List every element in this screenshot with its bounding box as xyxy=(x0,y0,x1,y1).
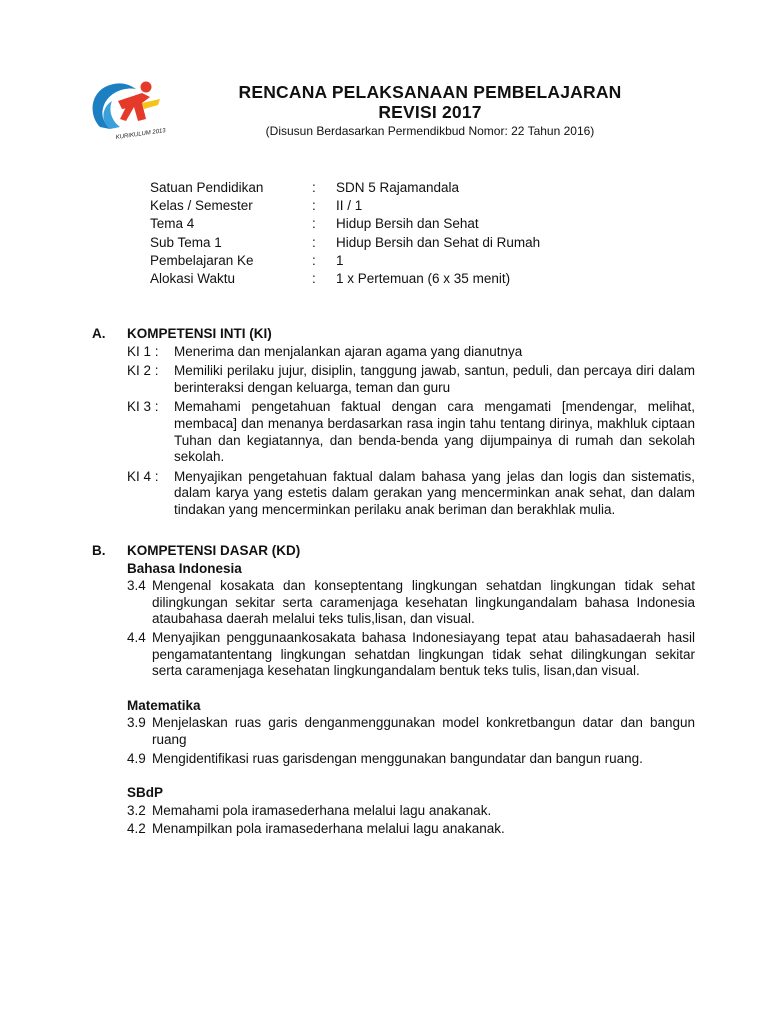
section-title: KOMPETENSI INTI (KI) xyxy=(127,326,272,341)
ki-text: Menyajikan pengetahuan faktual dalam bahasa yang jelas dan logis dan sistematis, dalam karya yang estetis dalam gerakan yang mencerminkan anak sehat, dan dalam tindakan yang mencerminkan perilaku anak beriman dan berakhlak mulia. xyxy=(174,468,695,517)
ki-code: KI 2 : xyxy=(127,363,159,379)
ki-item xyxy=(127,344,695,361)
kd-item xyxy=(127,578,695,628)
kd-item xyxy=(127,751,695,768)
kd-text: Menjelaskan ruas garis denganmenggunakan model konkretbangun datar dan bangun ruang xyxy=(152,715,695,747)
identity-label: Pembelajaran Ke xyxy=(150,252,254,268)
kd-number: 4.9 xyxy=(127,750,146,766)
document-revision: REVISI 2017 xyxy=(378,102,482,122)
ki-item xyxy=(127,363,695,396)
kd-text: Menyajikan penggunaankosakata bahasa Indonesiayang tepat atau bahasadaerah hasil pengamatantentang lingkungan sehatdan lingkungan tidak sehat dilingkungan sekitar serta caramenjaga kesehatan lingkungandalam bentuk teks tulis, lisan,dan visual. xyxy=(152,629,695,679)
identity-label: Tema 4 xyxy=(150,216,195,232)
identity-colon: : xyxy=(312,216,316,232)
section-letter: B. xyxy=(92,543,106,558)
kd-item xyxy=(127,821,695,838)
section-letter: A. xyxy=(92,326,106,341)
kd-number: 3.2 xyxy=(127,802,146,818)
identity-colon: : xyxy=(312,252,316,268)
subject-heading: Matematika xyxy=(127,697,201,713)
ki-text: Memahami pengetahuan faktual dengan cara mengamati [mendengar, melihat, membaca] dan menanya berdasarkan rasa ingin tahu tentang dirinya, makhluk ciptaan Tuhan dan kegiatannya, dan benda-benda yang dijumpainya di rumah dan sekolah sekolah. xyxy=(174,399,695,465)
identity-value: SDN 5 Rajamandala xyxy=(336,180,460,195)
identity-value: 1 x Pertemuan (6 x 35 menit) xyxy=(336,270,511,286)
ki-item xyxy=(127,469,695,519)
identity-label: Alokasi Waktu xyxy=(150,270,236,286)
ki-code: KI 3 : xyxy=(127,399,159,415)
ki-text: Menerima dan menjalankan ajaran agama yang dianutnya xyxy=(174,343,523,359)
identity-colon: : xyxy=(312,198,316,214)
identity-row xyxy=(150,252,540,270)
identity-row xyxy=(150,197,540,215)
subject-heading: Bahasa Indonesia xyxy=(127,560,242,576)
section-heading xyxy=(92,326,695,343)
ki-item xyxy=(127,399,695,465)
kd-item xyxy=(127,630,695,680)
identity-label: Satuan Pendidikan xyxy=(150,180,264,195)
document-subtitle: (Disusun Berdasarkan Permendikbud Nomor: 22 Tahun 2016) xyxy=(265,124,595,138)
identity-value: 1 xyxy=(336,252,344,268)
identity-colon: : xyxy=(312,270,316,286)
section-kompetensi-inti xyxy=(92,326,695,522)
kd-item xyxy=(127,803,695,820)
identity-value: II / 1 xyxy=(336,198,363,214)
section-heading xyxy=(92,543,695,560)
identity-row xyxy=(150,270,540,288)
kd-body xyxy=(127,561,695,838)
kd-number: 3.9 xyxy=(127,715,146,731)
identity-row xyxy=(150,234,540,252)
identity-row xyxy=(150,215,540,233)
identity-colon: : xyxy=(312,180,316,195)
identity-row xyxy=(150,179,540,197)
kd-text: Mengidentifikasi ruas garisdengan menggunakan bangundatar dan bangun ruang. xyxy=(152,750,643,766)
kd-text: Menampilkan pola iramasederhana melalui lagu anakanak. xyxy=(152,821,505,837)
document-header xyxy=(140,82,720,140)
ki-code: KI 4 : xyxy=(127,468,159,484)
ki-text: Memiliki perilaku jujur, disiplin, tanggung jawab, santun, peduli, dan percaya diri dalam berinteraksi dengan keluarga, teman dan guru xyxy=(174,363,695,395)
section-kompetensi-dasar xyxy=(92,543,695,840)
identity-colon: : xyxy=(312,234,316,250)
identity-table xyxy=(150,179,540,288)
identity-value: Hidup Bersih dan Sehat xyxy=(336,216,479,232)
section-title: KOMPETENSI DASAR (KD) xyxy=(127,543,301,558)
ki-code: KI 1 : xyxy=(127,343,159,359)
identity-value: Hidup Bersih dan Sehat di Rumah xyxy=(336,234,541,250)
identity-label: Sub Tema 1 xyxy=(150,234,222,250)
document-title: RENCANA PELAKSANAAN PEMBELAJARAN xyxy=(238,82,622,102)
kd-number: 4.2 xyxy=(127,821,146,837)
ki-list xyxy=(127,344,695,519)
kd-number: 4.4 xyxy=(127,629,146,645)
subject-heading: SBdP xyxy=(127,785,164,801)
kd-text: Mengenal kosakata dan konseptentang lingkungan sehatdan lingkungan tidak sehat dilingkungan sekitar serta caramenjaga kesehatan lingkungandalam bahasa Indonesia ataubahasa daerah melalui teks tulis,lisan, dan visual. xyxy=(152,578,695,627)
kd-item xyxy=(127,715,695,748)
logo-text: KURIKULUM 2013 xyxy=(115,128,166,141)
identity-label: Kelas / Semester xyxy=(150,198,253,214)
kd-number: 3.4 xyxy=(127,578,146,594)
kd-text: Memahami pola iramasederhana melalui lagu anakanak. xyxy=(152,802,492,818)
